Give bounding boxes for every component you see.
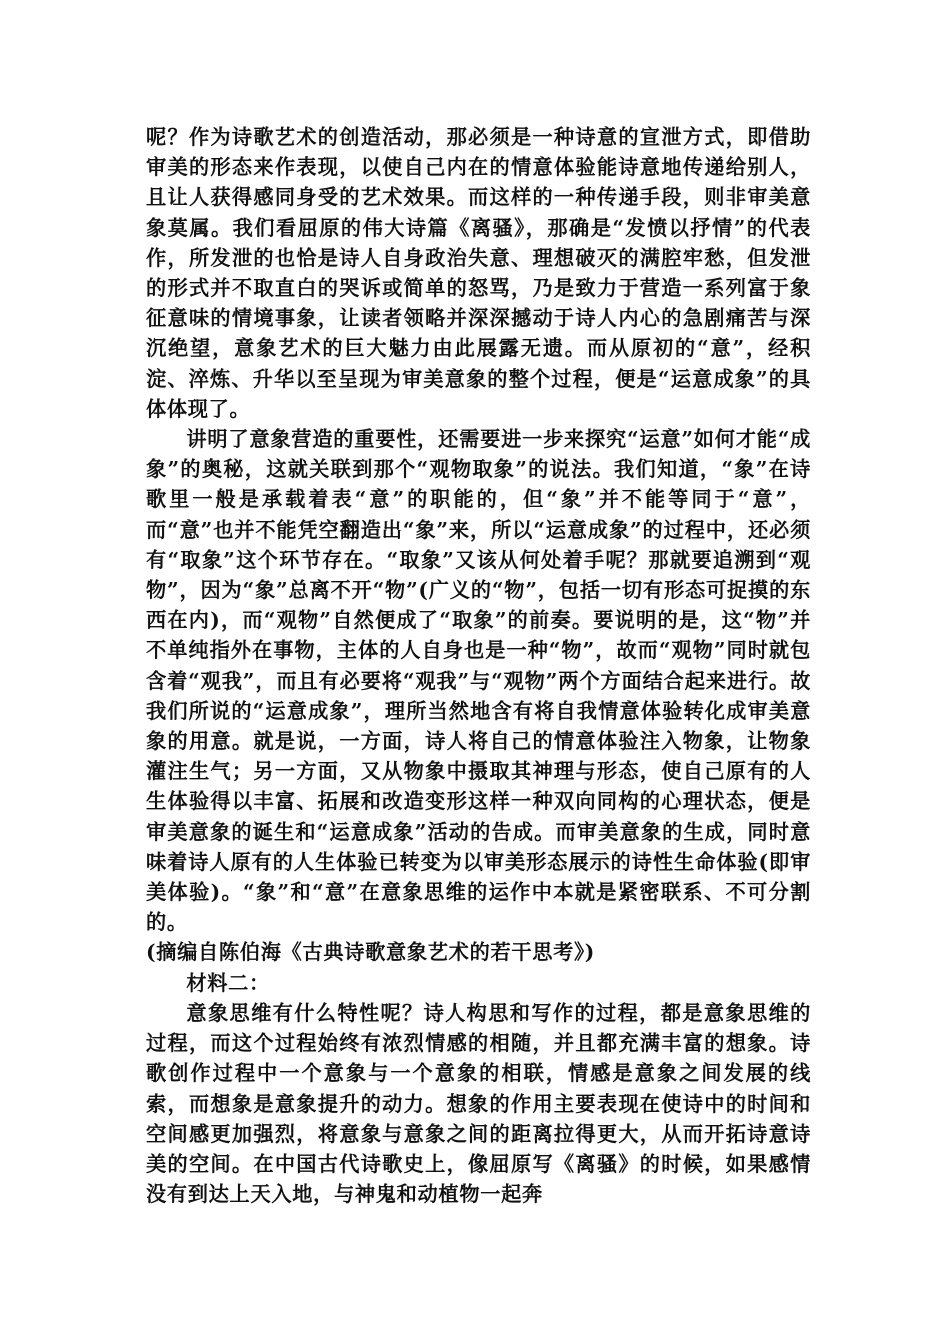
paragraph-observing-objects: 讲明了意象营造的重要性，还需要进一步来探究“运意”如何才能“成象”的奥秘，这就关联到那个“观物取象”的说法。我们知道，“象”在诗歌里一般是承载着表“意”的职能的，但“象”并不能等同于“意”，而“意”也并不能凭空翻造出“象”来，所以“运意成象”的过程中，还必须有“取象”这个环节存在。“取象”又该从何处着手呢？那就要追溯到“观物”，因为“象”总离不开“物”(广义的“物”，包括一切有形态可捉摸的东西在内)，而“观物”自然便成了“取象”的前奏。要说明的是，这“物”并不单纯指外在事物，主体的人自身也是一种“物”，故而“观物”同时就包含着“观我”，而且有必要将“观我”与“观物”两个方面结合起来进行。故我们所说的“运意成象”，理所当然地含有将自我情意体验转化成审美意象的用意。就是说，一方面，诗人将自己的情意体验注入物象，让物象灌注生气；另一方面，又从物象中摄取其神理与形态，使自己原有的人生体验得以丰富、拓展和改造变形这样一种双向同构的心理状态，便是审美意象的诞生和“运意成象”活动的告成。而审美意象的生成，同时意味着诗人原有的人生体验已转变为以审美形态展示的诗性生命体验(即审美体验)。“象”和“意”在意象思维的运作中本就是紧密联系、不可分割的。 xyxy=(146,427,811,935)
source-citation: (摘编自陈伯海《古典诗歌意象艺术的若干思考》) xyxy=(146,940,596,965)
document-body xyxy=(146,122,811,1209)
material-two-heading: 材料二： xyxy=(186,970,270,995)
paragraph-continued: 呢？作为诗歌艺术的创造活动，那必须是一种诗意的宣泄方式，即借助审美的形态来作表现，以使自己内在的情意体验能诗意地传递给别人，且让人获得感同身受的艺术效果。而这样的一种传递手段，则非审美意象莫属。我们看屈原的伟大诗篇《离骚》，那确是“发愤以抒情”的代表作，所发泄的也恰是诗人自身政治失意、理想破灭的满腔牢愁，但发泄的形式并不取直白的哭诉或简单的怒骂，乃是致力于营造一系列富于象征意味的情境事象，让读者领略并深深撼动于诗人内心的急剧痛苦与深沉绝望，意象艺术的巨大魅力由此展露无遗。而从原初的“意”，经积淀、淬炼、升华以至呈现为审美意象的整个过程，便是“运意成象”的具体体现了。 xyxy=(146,125,811,421)
material-two-paragraph: 意象思维有什么特性呢？诗人构思和写作的过程，都是意象思维的过程，而这个过程始终有浓烈情感的相随，并且都充满丰富的想象。诗歌创作过程中一个意象与一个意象的相联，情感是意象之间发展的线索，而想象是意象提升的动力。想象的作用主要表现在使诗中的时间和空间感更加强烈，将意象与意象之间的距离拉得更大，从而开拓诗意诗美的空间。在中国古代诗歌史上，像屈原写《离骚》的时候，如果感情没有到达上天入地，与神鬼和动植物一起奔 xyxy=(146,1000,811,1207)
